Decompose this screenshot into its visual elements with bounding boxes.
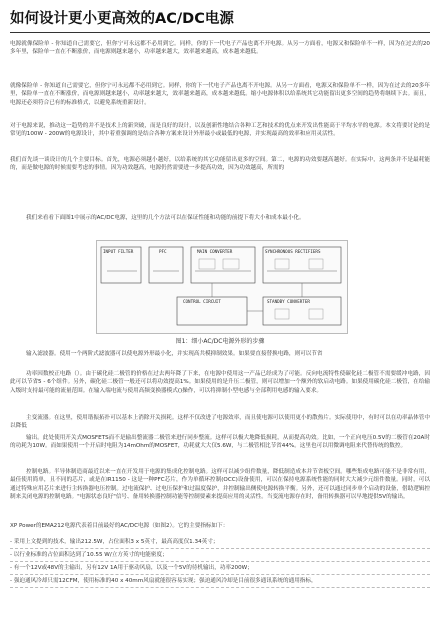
block-control-circuit: CONTROL CIRCUIT (183, 299, 221, 304)
list-item: - 强迫通风冷却只需12CFM，使用标准的40 x 40mm风扇就能很容易实现；强迫通风冷却是目前很多通讯系统的通用指标， (10, 575, 430, 588)
figure-1-circuit-diagram (96, 240, 348, 334)
block-standby-converter: STANDBY CONVERTER (267, 299, 310, 304)
block-pfc: PFC (159, 249, 167, 254)
paragraph-2: 就像保险单 - 你知道自己需要它，但你宁可永远都不必用到它。同样，你的下一代电子产品也离不开电源。从另一方面看，电源又和保险单不一样，因为在过去的20多年里，保险单一直在不断涨价，而电源则越来越小，功率越来越大，效率越来越高，成本越来越低。缩小电源体积以给系统其它功能留出更多空间的趋势将继续下去。而且，电源还必须符合已有的标准格式，以避免系统重新设计。 (10, 83, 430, 106)
block-main-converter: MAIN CONVERTER (197, 249, 233, 254)
spec-list (10, 536, 430, 588)
figure-caption: 图1：细小AC/DC电源外形的步骤 (175, 338, 265, 345)
paragraph-intro: 电源就像保险单 - 你知道自己需要它，但你宁可永远都不必用到它。同样，你的下一代电子产品也离不开电源。从另一方面看，电源又和保险单不一样，因为在过去的20多年里，保险单一直在不断涨价，而电源则越来越小，功率越来越大，效率越来越高，成本越来越低。 (10, 41, 430, 56)
paragraph-4: 我们首先谈一谈设计的几个主要目标。首先，电源必须越小越好，以给系统的其它功能留出更多的空间。第二，电源的功效要越高越好。在实际中，这两条并不是最耗能的，而是做电源的时候需要考虑的事情。因为功效越高，电源仍然需要进一步提高功效，因为功效越高，所需的 (10, 157, 430, 172)
list-item: - 以行业标准的占位面积达到了10.55 W/立方英寸的电能密度； (10, 549, 430, 562)
paragraph-output: 输出。此处使用开关式MOSFETS而不是输出整流器二极管来进行同步整流。这样可以极大地降低损耗，从而提高功效。比如，一个正向电压0.5V的二极管在20A时的功耗为10W。而如果使用一个开启时电阻为14mOhm的MOSFET，功耗就大大仅5.6W，与二极管相比节省44%。这里也可以用微调电阻来代替传统的数控。 (10, 435, 430, 450)
page-title: 如何设计更小更高效的AC/DC电源 (10, 10, 430, 33)
paragraph-5: 我们来看看下面图1中展示的AC/DC电源，这里的几个方法可以在保证性能和功能的前提下将大小和成本最小化。 (26, 215, 305, 221)
paragraph-3: 对于电源来说，推动这一趋势的并不是技术上的新突破，而是良好的设计，以及创新性地结合各种工艺和技术的优点来开发出性能高于平均水平的电源。本文将要讨论的是常见的100W - 200W的电源设计，其中着重强调的是结合各种方案来设计外形最小或最低的电源，并实现最高的效率和应用灵活性。 (10, 123, 430, 138)
block-sync-rectifiers: SYNCHRONOUS RECTIFIERS (265, 249, 321, 254)
list-item: - 有一个12V或48V的主输出，另有12V 1A用于驱动风扇，以及一个5V的待机输出，功率200W； (10, 562, 430, 575)
paragraph-main-converter: 主变流器。在这里，使用谐振拓扑可以基本上消除开关损耗。这样不仅改进了电源效率，而且使电源可以使用更小的散热片。实际使用中，有时可以在功率晶体管中以降低 (10, 415, 430, 430)
paragraph-xp-power: XP Power的EMA212电源代表着目前最好的AC/DC电源（如图2）。它的主要指标如下： (10, 523, 229, 529)
paragraph-pfc: 功率因数校正电路（）。由于碳化硅二极管的价格在过去两年降了下来，在电源中使用这一产品已经成为了可能。反向电流特性使碳化硅二极管不需要缓冲电路，因此可以节省5 - 6个组件。另外，碳化硅二极管一般还可以将功效提高1%。如果使用的是升压二极管，则可以增加一个额外的软启动电路。如果使用碳化硅二极管，在给输入级时支持最可能的流量范围。在输入端电流与使用高频变换器模式()操作，可以将抑制小型电感与全部利用电感的输入要求。 (10, 371, 430, 394)
paragraph-input-filter: 输入滤波器。使用一个两阶式滤波器可以使电源外形最小化，并实现高共模抑制效果。如果要直接替换电路，则可以节省 (26, 351, 323, 357)
paragraph-control-circuit: 控制电路。半导体制造商最近以来一直在开发用于电源的集成化控制电路。这样可以减少组件数量，降低制造成本并节省板空间。哪些集成电路可能不是非常有用，最佳使用简单，且不同的芯片，或是在IR1150 - 这是一种PFC芯片，作为单循环控制(OCC)设备使用，可以在保持电源系统性能的同时大大减少元组件数量。同时，可以通过特殊应用芯片来进行主转换器电压控制。过电流保护、过电压保护和过温度保护，并控制输出侧使电源转换平衡。另外，还可以通过同步单个启动的设备，借助逻辑控制来关闭电源的控制电路。"电源状态良好"信号、备用转换器控制功能等控制要素来提高应用的灵活性。当变流电源存在时，备用转换器可以早地提供5V的输出。 (10, 469, 430, 501)
list-item: - 采用上文提到的技术，输出212.5W，占位面积3 x 5英寸，最高高度仅1.34英寸； (10, 536, 430, 549)
block-input-filter: INPUT FILTER (103, 249, 134, 254)
